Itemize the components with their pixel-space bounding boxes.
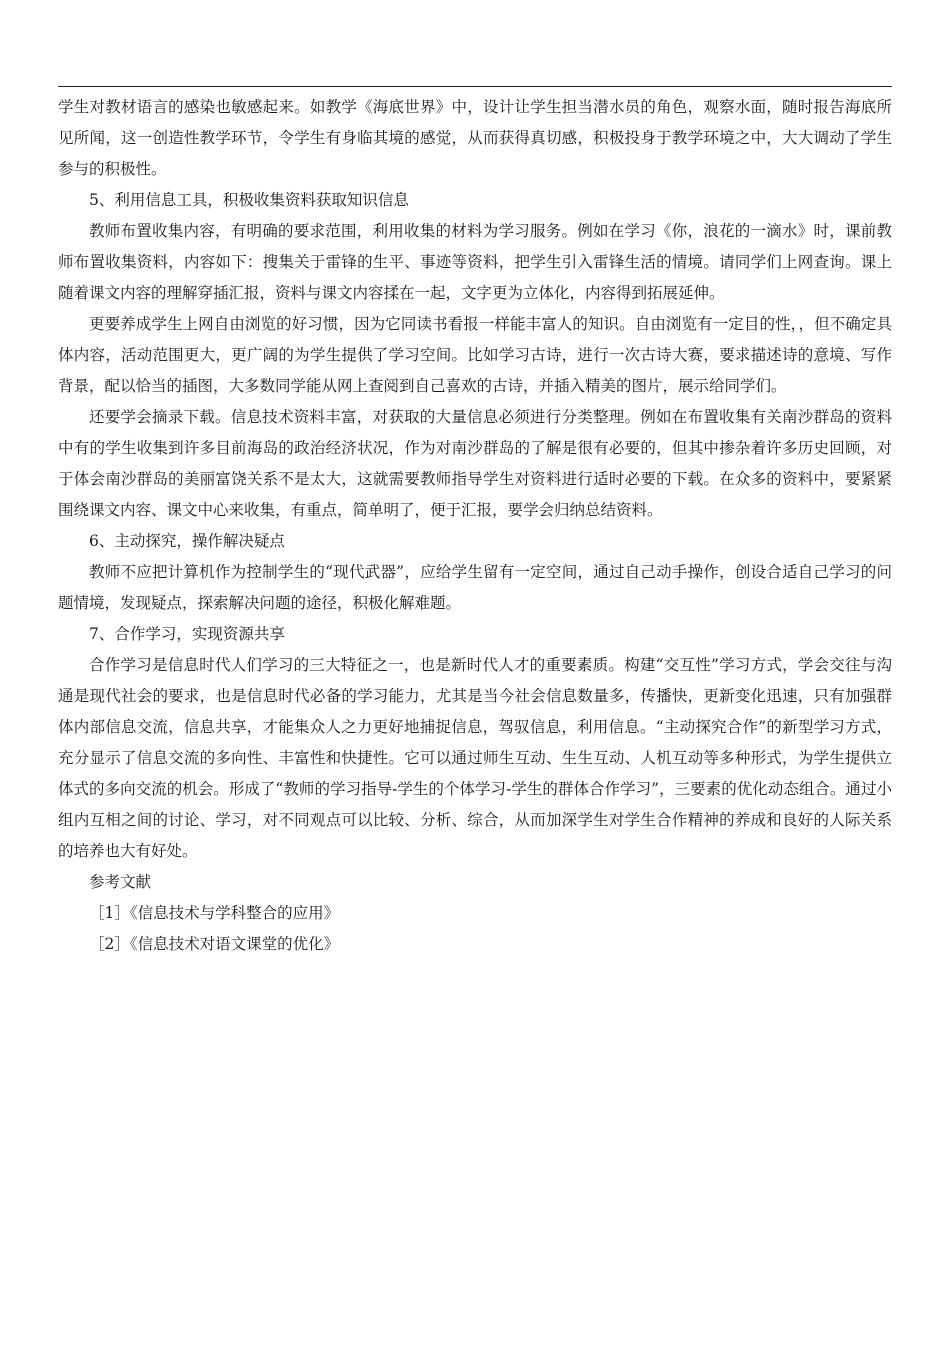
reference-item-2: ［2］《信息技术对语文课堂的优化》 [89, 935, 340, 953]
paragraph-excerpt-download: 还要学会摘录下载。信息技术资料丰富，对获取的大量信息必须进行分类整理。例如在布置收集有关南沙群岛的资料中有的学生收集到许多目前海岛的政治经济状况，作为对南沙群岛的了解是很有必要的，但其中掺杂着许多历史回顾，对于体会南沙群岛的美丽富饶关系不是太大，这就需要教师指导学生对资料进行适时必要的下载。在众多的资料中，要紧紧围绕课文内容、课文中心来收集，有重点，简单明了，便于汇报，要学会归纳总结资料。 [58, 408, 892, 519]
section-heading-5: 5、利用信息工具，积极收集资料获取知识信息 [89, 191, 409, 209]
paragraph-cooperative-learning: 合作学习是信息时代人们学习的三大特征之一，也是新时代人才的重要素质。构建“交互性”学习方式，学会交往与沟通是现代社会的要求，也是信息时代必备的学习能力，尤其是当今社会信息数量多，传播快，更新变化迅速，只有加强群体内部信息交流，信息共享，才能集众人之力更好地捕捉信息，驾驭信息，利用信息。“主动探究合作”的新型学习方式，充分显示了信息交流的多向性、丰富性和快捷性。它可以通过师生互动、生生互动、人机互动等多种形式，为学生提供立体式的多向交流的机会。形成了“教师的学习指导-学生的个体学习-学生的群体合作学习”，三要素的优化动态组合。通过小组内互相之间的讨论、学习，对不同观点可以比较、分析、综合，从而加深学生对学生合作精神的养成和良好的人际关系的培养也大有好处。 [58, 656, 892, 860]
paragraph-continuation: 学生对教材语言的感染也敏感起来。如教学《海底世界》中，设计让学生担当潜水员的角色，观察水面，随时报告海底所见所闻，这一创造性教学环节，令学生有身临其境的感觉，从而获得真切感，积极投身于教学环境之中，大大调动了学生参与的积极性。 [58, 98, 892, 178]
section-heading-7: 7、合作学习，实现资源共享 [89, 625, 285, 643]
paragraph-active-exploration: 教师不应把计算机作为控制学生的“现代武器”，应给学生留有一定空间，通过自己动手操作，创设合适自己学习的问题情境，发现疑点，探索解决问题的途径，积极化解难题。 [58, 563, 892, 612]
references-heading: 参考文献 [89, 873, 152, 891]
paragraph-free-browsing: 更要养成学生上网自由浏览的好习惯，因为它同读书看报一样能丰富人的知识。自由浏览有一定目的性，，但不确定具体内容，活动范围更大，更广阔的为学生提供了学习空间。比如学习古诗，进行一次古诗大赛，要求描述诗的意境、写作背景，配以恰当的插图，大多数同学能从网上查阅到自己喜欢的古诗，并插入精美的图片，展示给同学们。 [58, 315, 892, 395]
reference-item-1: ［1］《信息技术与学科整合的应用》 [89, 904, 340, 922]
document-body [58, 92, 892, 960]
paragraph-collect-materials: 教师布置收集内容，有明确的要求范围，利用收集的材料为学习服务。例如在学习《你，浪花的一滴水》时，课前教师布置收集资料，内容如下：搜集关于雷锋的生平、事迹等资料，把学生引入雷锋生活的情境。请同学们上网查询。课上随着课文内容的理解穿插汇报，资料与课文内容揉在一起，文字更为立体化，内容得到拓展延伸。 [58, 222, 892, 302]
header-rule [58, 86, 892, 87]
section-heading-6: 6、主动探究，操作解决疑点 [89, 532, 285, 550]
